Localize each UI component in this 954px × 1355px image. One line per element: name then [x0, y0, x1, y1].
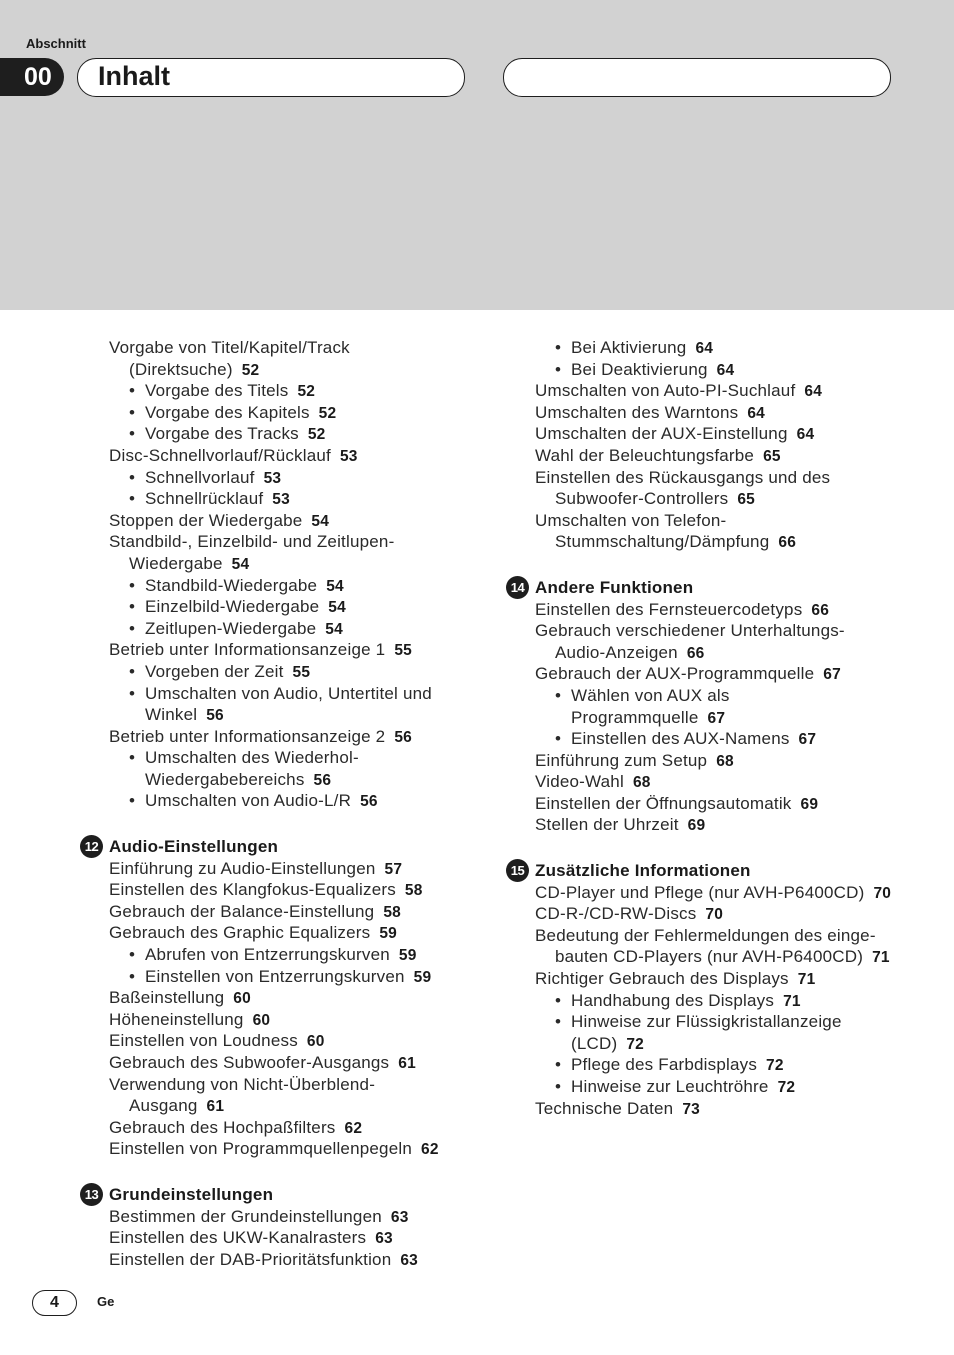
- toc-entry[interactable]: [80, 510, 480, 532]
- toc-page-number: 59: [379, 925, 397, 943]
- toc-entry[interactable]: [80, 531, 480, 553]
- toc-page-number: 67: [823, 666, 841, 684]
- toc-entry-text: Gebrauch des Hochpaßfilters: [109, 1117, 336, 1137]
- toc-entry-text: Wählen von AUX als: [571, 685, 730, 705]
- toc-entry-text: Betrieb unter Informationsanzeige 1: [109, 640, 386, 660]
- toc-bullet-entry[interactable]: [80, 790, 480, 812]
- toc-entry-text: Wiedergabebereichs: [145, 769, 305, 789]
- toc-page-number: 54: [311, 512, 330, 530]
- toc-entry-text: Technische Daten: [535, 1098, 674, 1118]
- toc-entry-text: Hinweise zur Flüssigkristallanzeige: [571, 1012, 842, 1032]
- section-number-badge: 00: [0, 58, 64, 96]
- toc-entry[interactable]: [80, 901, 480, 923]
- toc-entry[interactable]: [80, 639, 480, 661]
- toc-entry-text: Einstellen des UKW-Kanalrasters: [109, 1228, 367, 1248]
- bullet-icon: •: [129, 597, 136, 617]
- toc-entry-text-wrap: [80, 403, 310, 422]
- chapter-title: Audio-Einstellungen: [109, 837, 279, 857]
- toc-entry-text: Umschalten von Telefon-: [535, 510, 727, 530]
- toc-page-number: 58: [383, 903, 401, 921]
- toc-entry-text: Stummschaltung/Dämpfung: [555, 532, 770, 552]
- bullet-icon: •: [555, 729, 562, 749]
- toc-page-number: 71: [783, 992, 801, 1010]
- toc-entry-text: Pflege des Farbdisplays: [571, 1055, 758, 1075]
- toc-bullet-entry[interactable]: [80, 683, 480, 705]
- toc-entry-text-wrap: [80, 662, 284, 681]
- chapter-number-badge: 13: [80, 1183, 103, 1206]
- toc-page-number: 59: [398, 947, 417, 965]
- toc-page-number: 54: [231, 555, 250, 573]
- toc-entry-text: Einstellen von Entzerrungskurven: [145, 966, 405, 986]
- bullet-icon: •: [129, 402, 136, 422]
- toc-bullet-entry[interactable]: [506, 990, 926, 1012]
- toc-entry[interactable]: [80, 922, 480, 944]
- toc-entry[interactable]: [80, 1206, 480, 1228]
- toc-entry[interactable]: [506, 599, 926, 621]
- toc-page-number: 64: [804, 383, 823, 401]
- toc-entry-text-wrap: [80, 489, 263, 508]
- toc-entry[interactable]: [506, 423, 926, 445]
- toc-entry[interactable]: [80, 1227, 480, 1249]
- title-box-secondary: [503, 58, 891, 97]
- toc-bullet-entry[interactable]: [80, 596, 480, 618]
- bullet-icon: •: [129, 966, 136, 986]
- toc-page-number: 60: [306, 1033, 325, 1051]
- toc-page-number: 54: [328, 599, 346, 617]
- toc-bullet-entry[interactable]: [80, 467, 480, 489]
- toc-page-number: 63: [375, 1230, 393, 1248]
- toc-right-column: [506, 337, 926, 1119]
- toc-entry-text-wrap: [506, 686, 730, 705]
- toc-entry-text-wrap: [80, 791, 351, 810]
- chapter-title: Grundeinstellungen: [109, 1184, 274, 1204]
- toc-entry-text: Programmquelle: [571, 707, 699, 727]
- toc-entry-text: Vorgabe des Titels: [145, 381, 289, 401]
- toc-left-column: [80, 337, 480, 1270]
- toc-entry-text: Umschalten der AUX-Einstellung: [535, 424, 788, 444]
- toc-page-number: 55: [292, 663, 311, 681]
- toc-entry-text: CD-R-/CD-RW-Discs: [535, 904, 697, 924]
- toc-page-number: 52: [297, 383, 316, 401]
- toc-entry-text: Verwendung von Nicht-Überblend-: [109, 1074, 376, 1094]
- toc-page-number: 64: [747, 404, 765, 422]
- toc-entry[interactable]: [80, 879, 480, 901]
- toc-entry-text: Einstellen des Fernsteuercodetyps: [535, 599, 803, 619]
- toc-entry-text: Einstellen von Programmquellenpegeln: [109, 1139, 412, 1159]
- toc-entry[interactable]: [506, 402, 926, 424]
- toc-entry-text-wrap: [506, 991, 774, 1010]
- toc-entry-text: Einstellen des Klangfokus-Equalizers: [109, 880, 396, 900]
- bullet-icon: •: [129, 467, 136, 487]
- toc-entry-text: Standbild-, Einzelbild- und Zeitlupen-: [109, 532, 395, 552]
- bullet-icon: •: [555, 338, 562, 357]
- toc-entry-text: Stoppen der Wiedergabe: [109, 510, 303, 530]
- toc-entry-text: Hinweise zur Leuchtröhre: [571, 1077, 769, 1096]
- toc-page-number: 56: [360, 793, 378, 811]
- toc-page-number: 52: [318, 404, 337, 422]
- toc-entry-text: Subwoofer-Controllers: [555, 489, 729, 509]
- toc-entry-text-wrap: [506, 729, 790, 748]
- toc-entry-text-wrap: [80, 381, 288, 400]
- toc-entry-text: Gebrauch verschiedener Unterhaltungs-: [535, 621, 845, 641]
- toc-entry-text: Umschalten von Audio-L/R: [145, 791, 352, 811]
- toc-entry[interactable]: [506, 642, 926, 664]
- toc-entry-text: Gebrauch der Balance-Einstellung: [109, 901, 375, 921]
- toc-page-number: 54: [325, 620, 343, 638]
- toc-entry-text: Einstellen des AUX-Namens: [571, 729, 790, 749]
- toc-entry-text: Umschalten von Audio, Untertitel und: [145, 683, 432, 703]
- toc-bullet-entry[interactable]: [80, 488, 480, 510]
- section-gap: [506, 836, 926, 860]
- toc-entry-text: Einzelbild-Wiedergabe: [145, 597, 320, 617]
- toc-entry-text: Einführung zum Setup: [535, 750, 708, 770]
- toc-page-number: 57: [384, 860, 403, 878]
- toc-entry[interactable]: [506, 968, 926, 990]
- toc-entry-text-wrap: [80, 705, 197, 724]
- toc-entry[interactable]: [80, 1095, 480, 1117]
- toc-bullet-entry[interactable]: [506, 728, 926, 750]
- toc-entry[interactable]: [506, 903, 926, 925]
- toc-page-number: 73: [682, 1100, 700, 1118]
- bullet-icon: •: [129, 424, 136, 444]
- toc-entry[interactable]: [506, 488, 926, 510]
- bullet-icon: •: [129, 683, 136, 703]
- toc-bullet-entry[interactable]: [506, 685, 926, 707]
- toc-entry-text: Vorgabe des Kapitels: [145, 402, 310, 422]
- toc-entry[interactable]: [506, 793, 926, 815]
- toc-entry-text: Schnellrücklauf: [145, 489, 264, 509]
- bullet-icon: •: [555, 1077, 562, 1096]
- toc-entry-text-wrap: [506, 338, 686, 357]
- bullet-icon: •: [129, 489, 136, 509]
- bullet-icon: •: [129, 618, 136, 638]
- toc-page-number: 68: [716, 752, 734, 770]
- toc-page-number: 66: [686, 644, 705, 662]
- toc-entry-text: Abrufen von Entzerrungskurven: [145, 945, 390, 965]
- toc-entry-text: (LCD): [571, 1033, 618, 1053]
- bullet-icon: •: [555, 685, 562, 705]
- toc-bullet-entry[interactable]: [80, 423, 480, 445]
- toc-page-number: 56: [206, 707, 224, 725]
- toc-page-number: 61: [206, 1098, 225, 1116]
- toc-entry[interactable]: [506, 750, 926, 772]
- bullet-icon: •: [129, 381, 136, 401]
- chapter-number-badge: 14: [506, 576, 529, 599]
- toc-entry[interactable]: [80, 553, 480, 575]
- bullet-icon: •: [129, 661, 136, 681]
- toc-entry[interactable]: [506, 1098, 926, 1120]
- toc-entry[interactable]: [80, 987, 480, 1009]
- toc-page-number: 52: [241, 361, 260, 379]
- toc-page-number: 70: [873, 884, 892, 902]
- toc-entry[interactable]: [80, 1074, 480, 1096]
- toc-entry-text: Gebrauch der AUX-Programmquelle: [535, 664, 815, 684]
- toc-page-number: 65: [737, 491, 755, 509]
- toc-bullet-entry[interactable]: [80, 661, 480, 683]
- section-gap: [80, 1160, 480, 1184]
- toc-entry-text: Einführung zu Audio-Einstellungen: [109, 858, 376, 878]
- toc-bullet-entry[interactable]: [506, 1054, 926, 1076]
- toc-entry[interactable]: [506, 380, 926, 402]
- toc-entry-text: Umschalten des Wiederhol-: [145, 748, 359, 768]
- toc-entry-text: Umschalten des Warntons: [535, 402, 739, 422]
- toc-entry-text: Richtiger Gebrauch des Displays: [535, 969, 789, 989]
- toc-entry[interactable]: [80, 337, 480, 359]
- toc-entry-text: (Direktsuche): [129, 359, 233, 379]
- toc-entry[interactable]: [506, 510, 926, 532]
- toc-entry-text: Disc-Schnellvorlauf/Rücklauf: [109, 445, 331, 465]
- toc-entry[interactable]: [80, 858, 480, 880]
- toc-page-number: 69: [800, 795, 819, 813]
- toc-page-number: 54: [326, 577, 344, 595]
- chapter-number-badge: 15: [506, 859, 529, 882]
- toc-entry[interactable]: [80, 726, 480, 748]
- bullet-icon: •: [129, 748, 136, 768]
- toc-entry-text-wrap: [506, 1077, 769, 1096]
- toc-entry-text: Höheneinstellung: [109, 1009, 244, 1029]
- toc-bullet-entry[interactable]: [80, 380, 480, 402]
- toc-page-number: 58: [404, 882, 423, 900]
- toc-entry-text: Winkel: [145, 705, 198, 725]
- toc-entry-text: Zeitlupen-Wiedergabe: [145, 618, 317, 638]
- toc-entry-text-wrap: [80, 468, 255, 487]
- toc-bullet-entry[interactable]: [80, 747, 480, 769]
- toc-bullet-entry[interactable]: [80, 402, 480, 424]
- chapter-heading[interactable]: [80, 1184, 480, 1206]
- toc-bullet-entry[interactable]: [80, 966, 480, 988]
- bullet-icon: •: [555, 359, 562, 379]
- toc-entry-text: Betrieb unter Informationsanzeige 2: [109, 726, 386, 746]
- toc-entry-text: Wiedergabe: [129, 553, 223, 573]
- toc-bullet-entry[interactable]: [80, 575, 480, 597]
- toc-entry-text-wrap: [506, 1055, 757, 1074]
- toc-bullet-entry[interactable]: [506, 1076, 926, 1098]
- toc-entry[interactable]: [506, 445, 926, 467]
- toc-bullet-entry[interactable]: [506, 359, 926, 381]
- chapter-heading[interactable]: [506, 577, 926, 599]
- toc-entry[interactable]: [80, 1030, 480, 1052]
- toc-entry[interactable]: [80, 359, 480, 381]
- toc-page-number: 64: [716, 361, 735, 379]
- toc-entry-text: CD-Player und Pflege (nur AVH-P6400CD): [535, 882, 865, 902]
- toc-bullet-continuation[interactable]: [80, 769, 480, 791]
- header-band: [0, 0, 954, 310]
- toc-entry[interactable]: [80, 445, 480, 467]
- toc-entry-text: Audio-Anzeigen: [555, 642, 678, 662]
- toc-entry-text: Bedeutung der Fehlermeldungen des einge-: [535, 925, 876, 945]
- toc-entry-text-wrap: [506, 360, 708, 379]
- toc-bullet-continuation[interactable]: [506, 1033, 926, 1055]
- toc-entry-text: Bei Deaktivierung: [571, 359, 708, 379]
- toc-entry-text: Stellen der Uhrzeit: [535, 815, 679, 835]
- toc-page-number: 64: [796, 426, 815, 444]
- toc-entry[interactable]: [506, 467, 926, 489]
- toc-page-number: 67: [798, 731, 817, 749]
- toc-page-number: 64: [695, 340, 714, 357]
- chapter-number-badge: 12: [80, 835, 103, 858]
- toc-entry-text-wrap: [506, 708, 699, 727]
- chapter-heading[interactable]: [80, 836, 480, 858]
- bullet-icon: •: [555, 990, 562, 1010]
- toc-page-number: 53: [339, 447, 358, 465]
- toc-entry-text: Vorgabe von Titel/Kapitel/Track: [109, 338, 350, 357]
- toc-entry[interactable]: [80, 1009, 480, 1031]
- toc-entry-text: Handhabung des Displays: [571, 990, 775, 1010]
- toc-page-number: 62: [421, 1141, 439, 1159]
- toc-entry[interactable]: [506, 882, 926, 904]
- toc-entry[interactable]: [80, 1052, 480, 1074]
- toc-page-number: 59: [413, 968, 432, 986]
- section-label: Abschnitt: [26, 36, 86, 51]
- toc-bullet-entry[interactable]: [506, 337, 926, 359]
- page-title: Inhalt: [98, 61, 170, 91]
- toc-page-number: 53: [263, 469, 282, 487]
- toc-entry-text-wrap: [506, 1034, 617, 1053]
- toc-entry-text: Video-Wahl: [535, 772, 624, 792]
- section-gap: [80, 812, 480, 836]
- toc-entry-text-wrap: [80, 619, 316, 638]
- chapter-title: Andere Funktionen: [535, 577, 694, 597]
- toc-page-number: 62: [344, 1119, 363, 1137]
- page-number-badge: 4: [32, 1290, 77, 1316]
- toc-page-number: 52: [307, 426, 326, 444]
- toc-page-number: 61: [398, 1055, 416, 1072]
- toc-page-number: 66: [778, 534, 797, 552]
- toc-entry[interactable]: [80, 1249, 480, 1271]
- toc-page-number: 71: [797, 971, 816, 989]
- toc-bullet-continuation[interactable]: [80, 704, 480, 726]
- toc-entry-text: Baßeinstellung: [109, 988, 225, 1008]
- toc-entry-text-wrap: [80, 576, 317, 595]
- toc-entry-text-wrap: [80, 597, 319, 616]
- toc-entry-text: Vorgabe des Tracks: [145, 424, 299, 444]
- toc-entry-text-wrap: [80, 945, 390, 964]
- toc-entry-text: Einstellen des Rückausgangs und des: [535, 467, 831, 487]
- toc-entry[interactable]: [506, 814, 926, 836]
- toc-entry-text: Ausgang: [129, 1096, 198, 1116]
- toc-entry[interactable]: [80, 1117, 480, 1139]
- toc-page-number: 56: [394, 728, 412, 746]
- toc-entry[interactable]: [506, 663, 926, 685]
- toc-bullet-entry[interactable]: [80, 618, 480, 640]
- chapter-title: Zusätzliche Informationen: [535, 861, 751, 881]
- toc-entry[interactable]: [506, 925, 926, 947]
- toc-entry-text: Gebrauch des Graphic Equalizers: [109, 923, 371, 943]
- chapter-heading[interactable]: [506, 860, 926, 882]
- toc-bullet-entry[interactable]: [80, 944, 480, 966]
- toc-bullet-entry[interactable]: [506, 1011, 926, 1033]
- toc-page-number: 55: [394, 642, 412, 660]
- toc-entry-text: Einstellen der DAB-Prioritätsfunktion: [109, 1249, 392, 1269]
- toc-page-number: 72: [626, 1035, 644, 1053]
- bullet-icon: •: [129, 575, 136, 595]
- toc-entry-text: Bestimmen der Grundeinstellungen: [109, 1206, 382, 1226]
- bullet-icon: •: [129, 791, 136, 811]
- toc-entry[interactable]: [80, 1138, 480, 1160]
- title-box: [77, 58, 465, 97]
- toc-page-number: 60: [252, 1011, 271, 1029]
- toc-entry-text: Bei Aktivierung: [571, 338, 687, 357]
- toc-entry-text: Einstellen der Öffnungsautomatik: [535, 793, 792, 813]
- toc-entry-text-wrap: [80, 748, 359, 767]
- bullet-icon: •: [129, 945, 136, 965]
- section-gap: [506, 553, 926, 577]
- toc-entry-text: Schnellvorlauf: [145, 467, 255, 487]
- toc-entry-text-wrap: [80, 424, 299, 443]
- toc-entry[interactable]: [506, 946, 926, 968]
- toc-bullet-continuation[interactable]: [506, 707, 926, 729]
- toc-entry-text: Einstellen von Loudness: [109, 1031, 298, 1051]
- toc-page-number: 63: [400, 1251, 419, 1269]
- toc-page-number: 72: [777, 1079, 796, 1096]
- toc-entry-text-wrap: [80, 770, 305, 789]
- toc-page-number: 60: [233, 990, 251, 1008]
- toc-entry-text: Wahl der Beleuchtungsfarbe: [535, 445, 755, 465]
- toc-entry[interactable]: [506, 620, 926, 642]
- toc-page-number: 67: [707, 709, 726, 727]
- language-code: Ge: [97, 1294, 115, 1309]
- toc-entry-text: Gebrauch des Subwoofer-Ausgangs: [109, 1053, 390, 1072]
- toc-page-number: 72: [766, 1057, 784, 1075]
- toc-entry-text: Vorgeben der Zeit: [145, 661, 284, 681]
- toc-page-number: 65: [763, 447, 781, 465]
- toc-page-number: 56: [313, 771, 332, 789]
- toc-page-number: 53: [272, 491, 290, 509]
- toc-entry-text: bauten CD-Players (nur AVH-P6400CD): [555, 947, 864, 967]
- toc-page-number: 70: [705, 906, 724, 924]
- bullet-icon: •: [555, 1055, 562, 1075]
- toc-page-number: 63: [390, 1208, 409, 1226]
- toc-page-number: 68: [632, 774, 651, 792]
- toc-page-number: 66: [811, 601, 830, 619]
- toc-entry[interactable]: [506, 531, 926, 553]
- toc-entry[interactable]: [506, 771, 926, 793]
- toc-page-number: 71: [872, 949, 890, 967]
- bullet-icon: •: [555, 1012, 562, 1032]
- toc-entry-text: Umschalten von Auto-PI-Suchlauf: [535, 381, 796, 401]
- toc-page-number: 69: [687, 817, 706, 835]
- toc-entry-text: Standbild-Wiedergabe: [145, 575, 318, 595]
